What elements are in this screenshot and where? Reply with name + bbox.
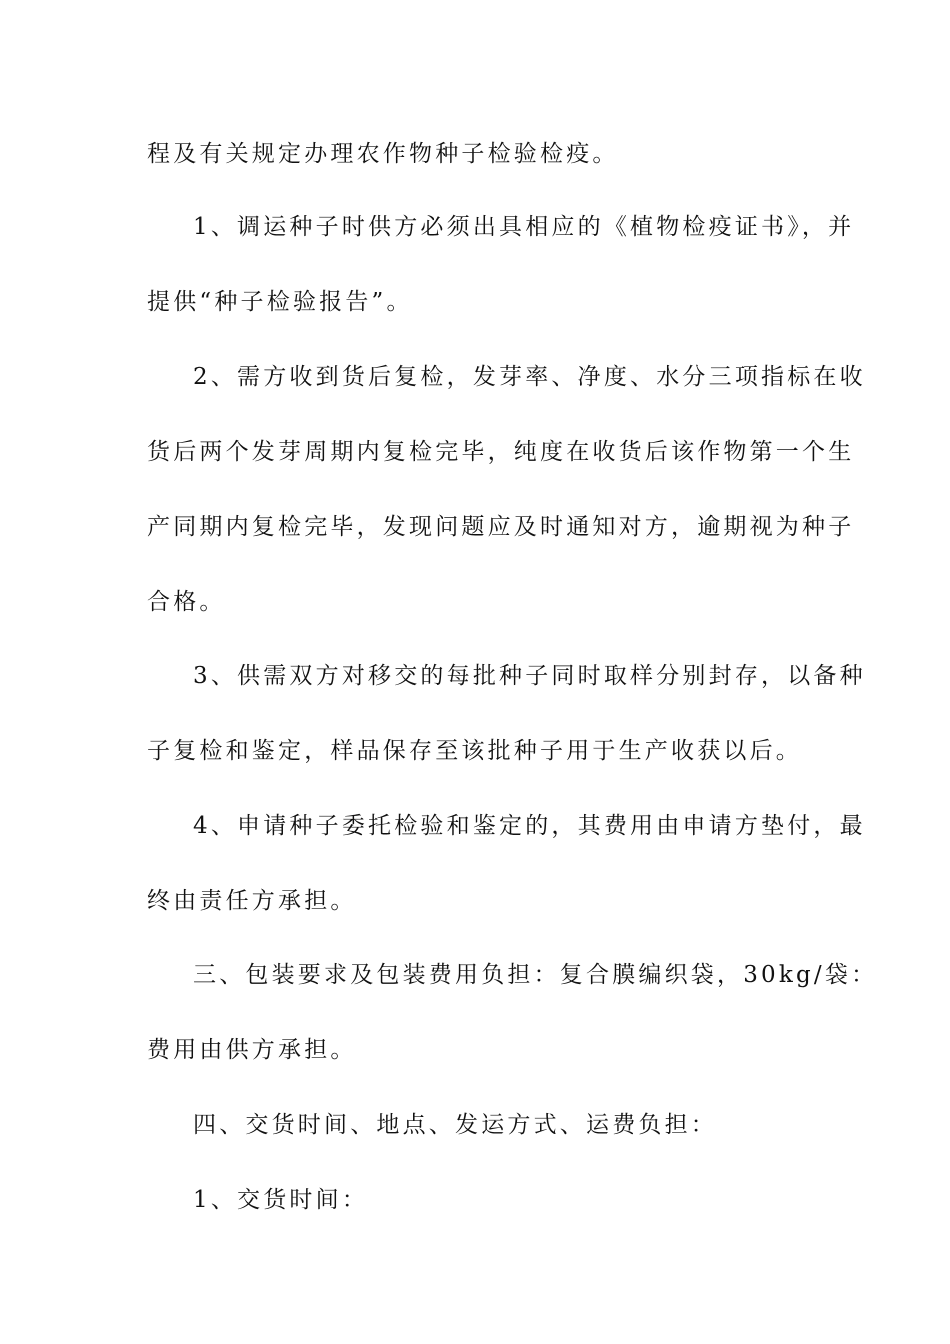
text-line: 1、调运种子时供方必须出具相应的《植物检疫证书》，并 <box>193 214 855 240</box>
text-line: 终由责任方承担。 <box>147 888 357 914</box>
text-line: 子复检和鉴定，样品保存至该批种子用于生产收获以后。 <box>147 738 802 764</box>
text-line: 合格。 <box>147 589 226 615</box>
text-line: 四、交货时间、地点、发运方式、运费负担： <box>193 1112 717 1138</box>
text-line: 三、包装要求及包装费用负担：复合膜编织袋，30kg/袋： <box>193 962 878 988</box>
text-line: 货后两个发芽周期内复检完毕，纯度在收货后该作物第一个生 <box>147 439 855 465</box>
text-line: 程及有关规定办理农作物种子检验检疫。 <box>147 141 619 167</box>
text-line: 4、申请种子委托检验和鉴定的，其费用由申请方垫付，最 <box>193 813 866 839</box>
text-line: 费用由供方承担。 <box>147 1037 357 1063</box>
text-line: 产同期内复检完毕，发现问题应及时通知对方，逾期视为种子 <box>147 514 855 540</box>
text-line: 1、交货时间： <box>193 1187 369 1213</box>
text-line: 2、需方收到货后复检，发芽率、净度、水分三项指标在收 <box>193 364 866 390</box>
text-line: 提供“种子检验报告”。 <box>147 289 413 315</box>
text-line: 3、供需双方对移交的每批种子同时取样分别封存，以备种 <box>193 663 866 689</box>
